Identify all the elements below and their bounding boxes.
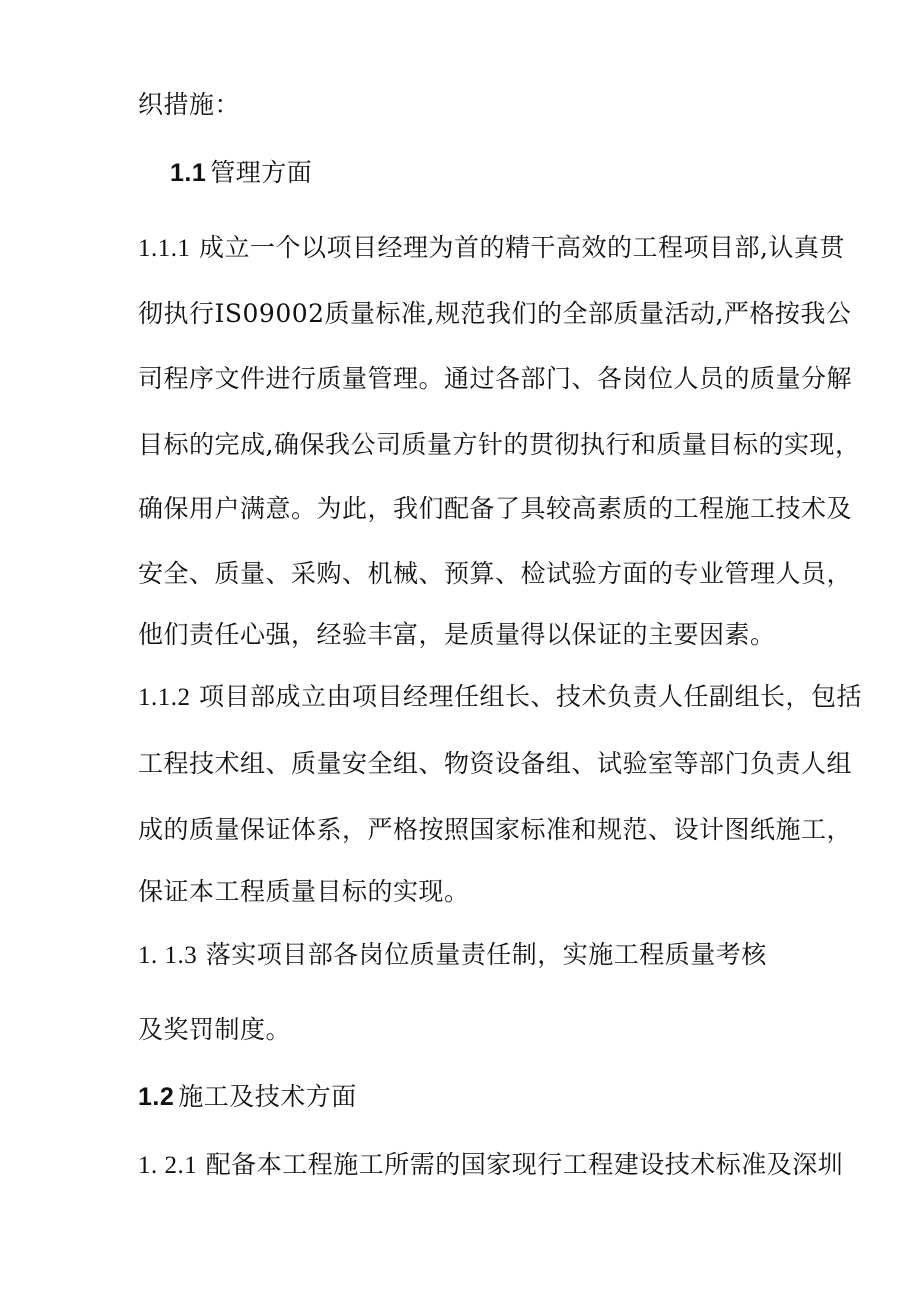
text: 目标的完成,确保我公司质量方针的贯彻执行和质量目标的实现， (138, 430, 861, 459)
clause-number: 1. 1.3 (138, 942, 198, 969)
section-heading-1-2 (138, 1080, 798, 1114)
clause-number: 1.1.2 (138, 684, 191, 711)
text: 项目部成立由项目经理任组长、技术负责人任副组长，包括 (198, 682, 862, 711)
section-title: 施工及技术方面 (178, 1082, 357, 1111)
section-number: 1.1 (170, 159, 207, 187)
text: 成的质量保证体系，严格按照国家标准和规范、设计图纸施工， (138, 815, 853, 844)
section-number: 1.2 (138, 1083, 175, 1111)
paragraph-1-1-2-line-4 (138, 875, 798, 909)
text: 工程技术组、质量安全组、物资设备组、试验室等部门负责人组 (138, 749, 853, 778)
text: 及奖罚制度。 (138, 1015, 292, 1044)
paragraph-1-1-3-line-2 (138, 1013, 798, 1047)
text: 司程序文件进行质量管理。通过各部门、各岗位人员的质量分解 (138, 364, 853, 393)
text-line (138, 88, 798, 122)
paragraph-1-1-3-line-1 (138, 938, 798, 973)
paragraph-1-1-2-line-1 (138, 680, 862, 715)
paragraph-1-1-1-line-6 (138, 557, 853, 591)
text: 保证本工程质量目标的实现。 (138, 877, 470, 906)
paragraph-1-1-1-line-4 (138, 428, 861, 462)
text: 他们责任心强，经验丰富，是质量得以保证的主要因素。 (138, 620, 776, 649)
section-heading-1-1 (170, 156, 830, 190)
paragraph-1-1-1-line-2 (138, 297, 852, 331)
paragraph-1-1-1-line-7 (138, 618, 798, 652)
text: 彻执行IS09002质量标准,规范我们的全部质量活动,严格按我公 (138, 299, 852, 328)
text: 成立一个以项目经理为首的精干高效的工程项目部,认真贯 (198, 233, 845, 262)
paragraph-1-1-2-line-2 (138, 747, 853, 781)
paragraph-1-1-2-line-3 (138, 813, 853, 847)
clause-number: 1. 2.1 (138, 1152, 198, 1179)
text: 落实项目部各岗位质量责任制，实施工程质量考核 (205, 940, 767, 969)
paragraph-1-1-1-line-5 (138, 492, 853, 526)
clause-number: 1.1.1 (138, 235, 191, 262)
paragraph-1-2-1-line-1 (138, 1148, 844, 1183)
text: 配备本工程施工所需的国家现行工程建设技术标准及深圳 (205, 1150, 844, 1179)
section-title: 管理方面 (210, 158, 313, 187)
text: 安全、质量、采购、机械、预算、检试验方面的专业管理人员， (138, 559, 853, 588)
text: 确保用户满意。为此，我们配备了具较高素质的工程施工技术及 (138, 494, 853, 523)
text: 织措施： (138, 90, 241, 119)
paragraph-1-1-1-line-1 (138, 231, 845, 266)
paragraph-1-1-1-line-3 (138, 362, 853, 396)
